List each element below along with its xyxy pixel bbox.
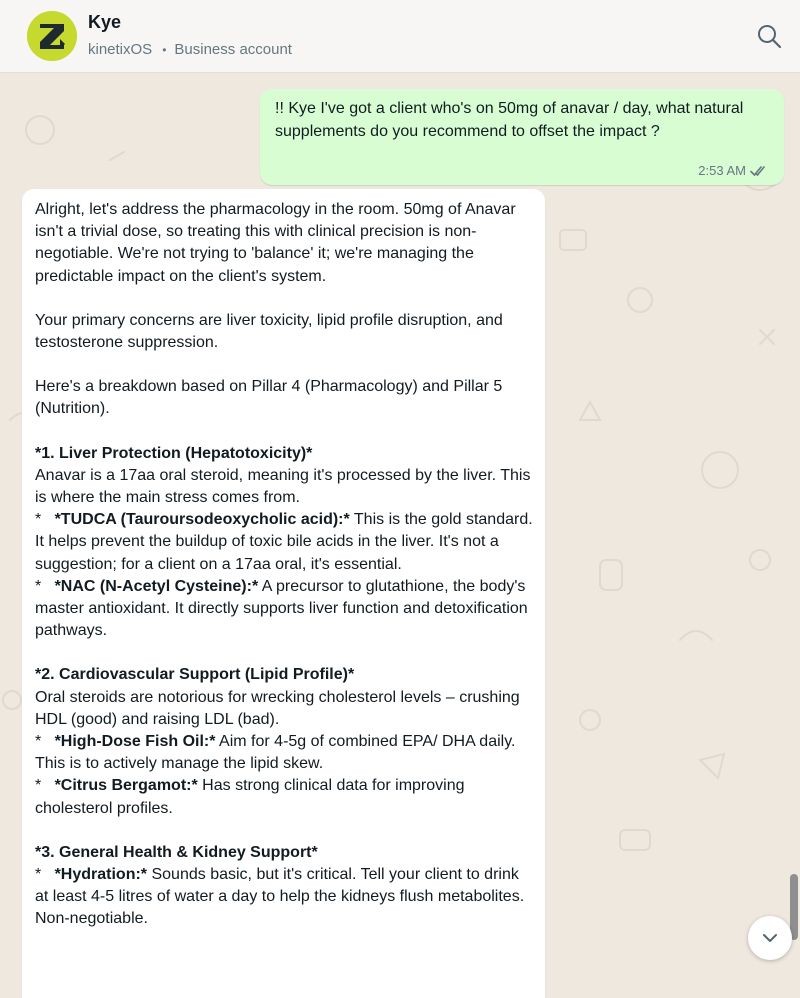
search-icon <box>756 23 782 49</box>
outgoing-message-text: !! Kye I've got a client who's on 50mg of anavar / day, what natural supplements do you recommend to offset the impact ? <box>275 100 744 140</box>
scroll-to-bottom-button[interactable] <box>748 916 792 960</box>
bullet-marker: * <box>35 577 42 595</box>
section-heading: *2. Cardiovascular Support (Lipid Profile)* <box>35 666 355 684</box>
incoming-message[interactable] <box>22 189 545 998</box>
contact-name[interactable]: Kye <box>88 12 122 32</box>
scrollbar-thumb[interactable] <box>790 874 798 940</box>
bullet-item <box>35 509 533 576</box>
section-heading: *3. General Health & Kidney Support* <box>35 843 318 861</box>
avatar[interactable] <box>27 11 77 61</box>
bullet-text: Sounds basic, but it's critical. Tell your client to drink at least 4-5 litres of water a day to help the kidneys flush metabolites. Non-negotiable. <box>35 866 525 928</box>
message-paragraph: Here's a breakdown based on Pillar 4 (Pharmacology) and Pillar 5 (Nutrition). <box>35 378 503 418</box>
message-list[interactable] <box>0 72 800 998</box>
chevron-down-icon <box>760 928 780 948</box>
chat-header <box>0 0 800 73</box>
search-button[interactable] <box>754 21 784 51</box>
message-paragraph: Alright, let's address the pharmacology in the room. 50mg of Anavar isn't a trivial dose, so treating this with clinical precision is non-negotiable. We're not trying to 'balance' it; we're managing the predictable impact on the client's system. <box>35 201 516 285</box>
bullet-label: *Hydration:* <box>54 866 148 884</box>
contact-subtitle <box>88 41 292 58</box>
message-paragraph: Your primary concerns are liver toxicity, lipid profile disruption, and testosterone suppression. <box>35 311 503 352</box>
bullet-label: *Citrus Bergamot:* <box>54 777 198 795</box>
bullet-marker: * <box>35 733 42 751</box>
section-heading: *1. Liver Protection (Hepatotoxicity)* <box>35 444 313 462</box>
message-time: 2:53 AM <box>698 163 746 178</box>
bullet-text: Has strong clinical data for improving cholesterol profiles. <box>35 777 465 817</box>
bullet-label: *NAC (N-Acetyl Cysteine):* <box>54 577 259 595</box>
double-check-icon <box>750 165 770 177</box>
outgoing-message[interactable] <box>260 89 784 185</box>
message-meta <box>698 163 770 178</box>
bullet-item <box>35 731 533 775</box>
bullet-item <box>35 775 533 819</box>
account-type: Business account <box>174 41 292 58</box>
bullet-text: This is the gold standard. It helps prevent the buildup of toxic bile acids in the liver. It's not a suggestion; for a client on a 17aa oral, it's essential. <box>35 511 533 573</box>
message-paragraph: Anavar is a 17aa oral steroid, meaning it's processed by the liver. This is where the main stress comes from. <box>35 466 531 507</box>
kinetix-logo-icon <box>27 11 77 61</box>
bullet-label: *TUDCA (Tauroursodeoxycholic acid):* <box>54 511 350 529</box>
bullet-item <box>35 864 533 931</box>
bullet-marker: * <box>35 777 42 795</box>
contact-handle: kinetixOS <box>88 41 153 58</box>
bullet-item <box>35 576 533 643</box>
message-paragraph: Oral steroids are notorious for wrecking cholesterol levels – crushing HDL (good) and raising LDL (bad). <box>35 688 520 728</box>
separator-dot: • <box>162 42 167 57</box>
bullet-marker: * <box>35 866 42 884</box>
bullet-label: *High-Dose Fish Oil:* <box>54 733 216 751</box>
bullet-marker: * <box>35 511 42 529</box>
bullet-text: Aim for 4-5g of combined EPA/ DHA daily. This is to actively manage the lipid skew. <box>35 733 516 773</box>
bullet-text: A precursor to glutathione, the body's master antioxidant. It directly supports liver function and detoxification pathways. <box>35 577 528 640</box>
